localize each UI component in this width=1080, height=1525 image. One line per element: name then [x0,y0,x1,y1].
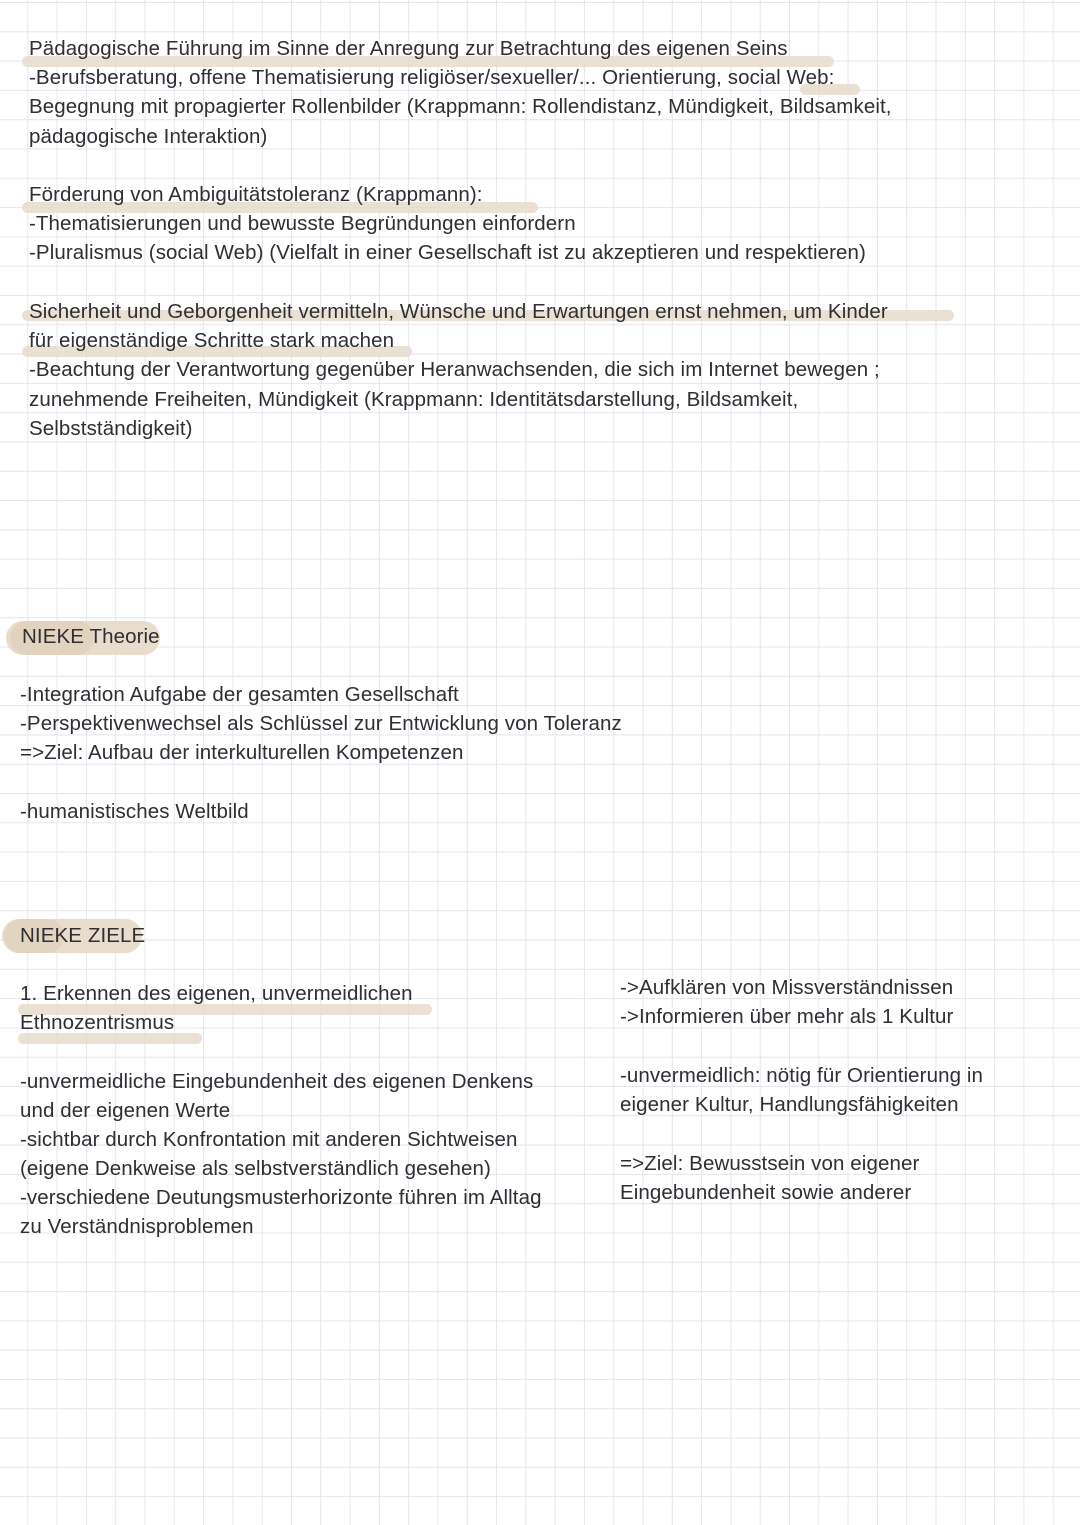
text-line: =>Ziel: Aufbau der interkulturellen Kompetenzen [20,741,464,764]
ziel-point-title: 1. Erkennen des eigenen, unvermeidlichen [20,982,413,1005]
text-line: und der eigenen Werte [20,1099,231,1122]
text-line: -Perspektivenwechsel als Schlüssel zur Entwicklung von Toleranz [20,712,622,735]
text-line: -Pluralismus (social Web) (Vielfalt in einer Gesellschaft ist zu akzeptieren und respektieren) [29,241,866,264]
text-line: -Berufsberatung, offene Thematisierung religiöser/sexueller/... Orientierung, social Web: [29,66,835,89]
section-heading: für eigenständige Schritte stark machen [29,329,395,352]
section-heading: Pädagogische Führung im Sinne der Anregung zur Betrachtung des eigenen Seins [29,37,788,60]
text-line: -Integration Aufgabe der gesamten Gesellschaft [20,683,459,706]
text-line: -sichtbar durch Konfrontation mit anderen Sichtweisen [20,1128,518,1151]
text-line: -verschiedene Deutungsmusterhorizonte führen im Alltag [20,1186,542,1209]
text-line: -Thematisierungen und bewusste Begründungen einfordern [29,212,576,235]
nieke-theorie-heading: NIEKE Theorie [22,625,160,648]
text-line: ->Informieren über mehr als 1 Kultur [620,1005,954,1028]
text-line: (eigene Denkweise als selbstverständlich gesehen) [20,1157,491,1180]
text-line: -humanistisches Weltbild [20,800,249,823]
text-line: zunehmende Freiheiten, Mündigkeit (Krappmann: Identitätsdarstellung, Bildsamkeit, [29,388,799,411]
nieke-ziele-heading: NIEKE ZIELE [20,924,146,947]
section-heading: Förderung von Ambiguitätstoleranz (Krappmann): [29,183,483,206]
text-line: eigener Kultur, Handlungsfähigkeiten [620,1093,959,1116]
text-line: -unvermeidlich: nötig für Orientierung in [620,1064,984,1087]
text-line: zu Verständnisproblemen [20,1215,254,1238]
text-line: -unvermeidliche Eingebundenheit des eigenen Denkens [20,1070,534,1093]
text-line: -Beachtung der Verantwortung gegenüber Heranwachsenden, die sich im Internet bewegen ; [29,358,880,381]
text-line: Begegnung mit propagierter Rollenbilder (Krappmann: Rollendistanz, Mündigkeit, Bildsamkeit, [29,95,892,118]
text-line: ->Aufklären von Missverständnissen [620,976,954,999]
ziel-point-title: Ethnozentrismus [20,1011,175,1034]
text-line: =>Ziel: Bewusstsein von eigener [620,1152,920,1175]
text-line: pädagogische Interaktion) [29,125,268,148]
section-heading: Sicherheit und Geborgenheit vermitteln, Wünsche und Erwartungen ernst nehmen, um Kinder [29,300,888,323]
text-line: Selbstständigkeit) [29,417,193,440]
text-line: Eingebundenheit sowie anderer [620,1181,912,1204]
